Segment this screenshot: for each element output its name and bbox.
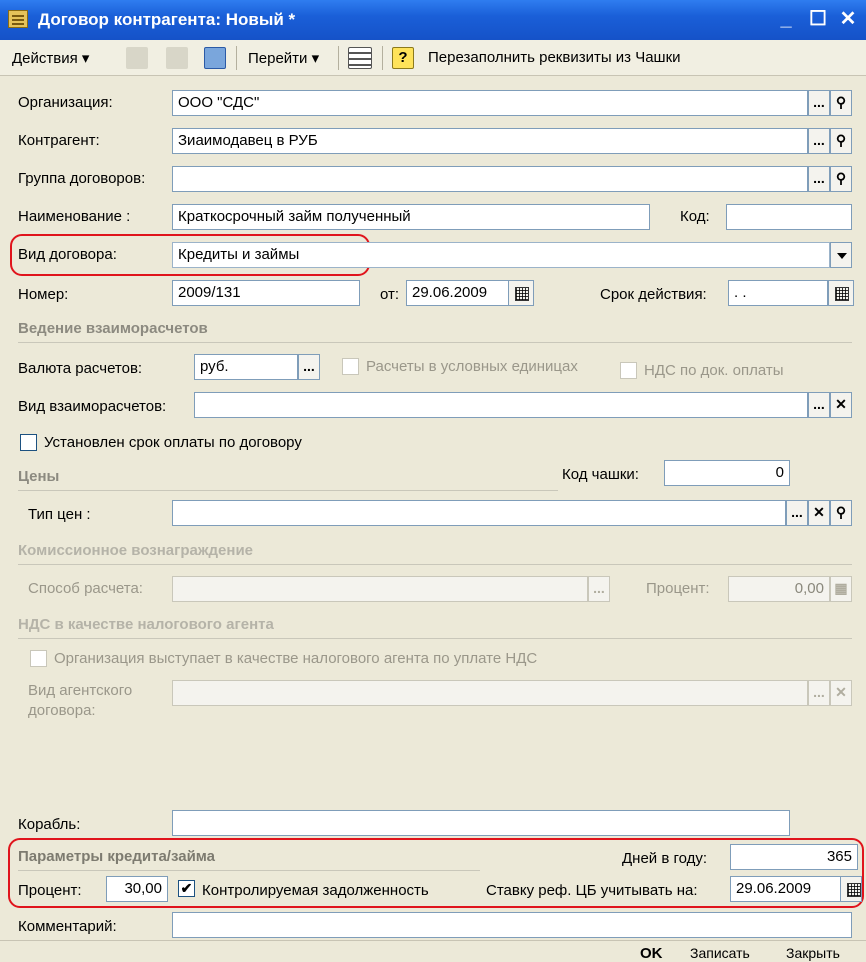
price-type-select-button[interactable]: ...	[786, 500, 808, 526]
comment-field[interactable]	[172, 912, 852, 938]
settlements-section-title: Ведение взаиморасчетов	[18, 320, 208, 337]
currency-label: Валюта расчетов:	[18, 360, 143, 377]
toolbar	[0, 40, 866, 76]
divider	[18, 564, 852, 565]
agent-kind-label-1: Вид агентского	[28, 682, 133, 699]
mutual-select-button[interactable]: ...	[808, 392, 830, 418]
chevron-down-icon	[837, 253, 847, 259]
divider	[18, 870, 480, 871]
cup-code-field[interactable]: 0	[664, 460, 790, 486]
toolbar-separator	[236, 46, 237, 70]
counterparty-field[interactable]: Зиаимодавец в РУБ	[172, 128, 808, 154]
number-label: Номер:	[18, 286, 69, 303]
mutual-clear-icon[interactable]: ✕	[830, 392, 852, 418]
close-form-button[interactable]: Закрыть	[786, 945, 840, 961]
actions-menu[interactable]	[12, 49, 89, 67]
price-type-label: Тип цен :	[28, 506, 91, 523]
counterparty-search-icon[interactable]: ⚲	[830, 128, 852, 154]
kind-label: Вид договора:	[18, 246, 117, 263]
name-field[interactable]: Краткосрочный займ полученный	[172, 204, 650, 230]
agent-kind-field[interactable]	[172, 680, 808, 706]
org-search-icon[interactable]: ⚲	[830, 90, 852, 116]
credit-section-title: Параметры кредита/займа	[18, 848, 216, 865]
commission-percent-label: Процент:	[646, 580, 710, 597]
agent-kind-select-button[interactable]: ...	[808, 680, 830, 706]
rate-calendar-icon[interactable]	[840, 876, 862, 902]
counterparty-label: Контрагент:	[18, 132, 100, 149]
payment-term-checkbox[interactable]	[20, 434, 37, 451]
toolbar-separator	[382, 46, 383, 70]
refresh-icon[interactable]	[166, 47, 188, 69]
validity-date-field[interactable]: . .	[728, 280, 828, 306]
divider	[18, 638, 852, 639]
code-label: Код:	[680, 208, 710, 225]
kind-select[interactable]: Кредиты и займы	[172, 242, 830, 268]
from-calendar-icon[interactable]	[508, 280, 534, 306]
from-date-field[interactable]: 29.06.2009	[406, 280, 510, 306]
price-type-clear-icon[interactable]: ✕	[808, 500, 830, 526]
goto-label: Перейти	[248, 50, 308, 67]
from-label: от:	[380, 286, 400, 303]
vat-doc-checkbox[interactable]	[620, 362, 637, 379]
chevron-down-icon: ▾	[81, 50, 90, 67]
conv-units-checkbox[interactable]	[342, 358, 359, 375]
days-label: Дней в году:	[622, 850, 708, 867]
name-label: Наименование :	[18, 208, 131, 225]
commission-percent-field[interactable]: 0,00	[728, 576, 830, 602]
vat-doc-label: НДС по док. оплаты	[644, 362, 784, 379]
conv-units-label: Расчеты в условных единицах	[366, 358, 578, 375]
refill-button[interactable]: Перезаполнить реквизиты из Чашки	[428, 49, 681, 66]
list-icon[interactable]	[348, 47, 372, 69]
method-field[interactable]	[172, 576, 588, 602]
tax-agent-section-title: НДС в качестве налогового агента	[18, 616, 274, 633]
toolbar-separator	[338, 46, 339, 70]
divider	[18, 342, 852, 343]
comment-label: Комментарий:	[18, 918, 117, 935]
rate-label: Ставку реф. ЦБ учитывать на:	[486, 882, 698, 899]
help-icon[interactable]: ?	[392, 47, 414, 69]
copy-icon[interactable]	[204, 47, 226, 69]
payment-term-label: Установлен срок оплаты по договору	[44, 434, 302, 451]
group-select-button[interactable]: ...	[808, 166, 830, 192]
close-button[interactable]: ✕	[839, 8, 857, 30]
goto-menu[interactable]	[248, 49, 319, 67]
mutual-field[interactable]	[194, 392, 808, 418]
ok-button[interactable]: OK	[640, 945, 663, 962]
method-label: Способ расчета:	[28, 580, 143, 597]
agent-kind-clear-icon[interactable]: ✕	[830, 680, 852, 706]
group-label: Группа договоров:	[18, 170, 146, 187]
cup-code-label: Код чашки:	[562, 466, 639, 483]
write-button[interactable]: Записать	[690, 945, 750, 961]
prices-section-title: Цены	[18, 468, 60, 485]
validity-calendar-icon[interactable]	[828, 280, 854, 306]
agent-kind-label-2: договора:	[28, 702, 96, 719]
number-field[interactable]: 2009/131	[172, 280, 360, 306]
counterparty-select-button[interactable]: ...	[808, 128, 830, 154]
actions-label: Действия	[12, 50, 78, 67]
window-title: Договор контрагента: Новый *	[38, 10, 296, 29]
document-icon	[8, 10, 28, 28]
price-type-search-icon[interactable]: ⚲	[830, 500, 852, 526]
move-back-icon[interactable]	[126, 47, 148, 69]
org-field[interactable]: ООО "СДС"	[172, 90, 808, 116]
credit-percent-label: Процент:	[18, 882, 82, 899]
tax-agent-check-label: Организация выступает в качестве налогового агента по уплате НДС	[54, 650, 538, 667]
controlled-debt-label: Контролируемая задолженность	[202, 882, 429, 899]
code-field[interactable]	[726, 204, 852, 230]
calculator-icon[interactable]: ▦	[830, 576, 852, 602]
currency-field[interactable]: руб.	[194, 354, 298, 380]
org-label: Организация:	[18, 94, 113, 111]
org-select-button[interactable]: ...	[808, 90, 830, 116]
tax-agent-checkbox[interactable]	[30, 650, 47, 667]
kind-dropdown-button[interactable]	[830, 242, 852, 268]
ship-label: Корабль:	[18, 816, 81, 833]
group-search-icon[interactable]: ⚲	[830, 166, 852, 192]
chevron-down-icon: ▾	[311, 50, 320, 67]
group-field[interactable]	[172, 166, 808, 192]
rate-date-field[interactable]: 29.06.2009	[730, 876, 842, 902]
validity-label: Срок действия:	[600, 286, 707, 303]
method-select-button[interactable]: ...	[588, 576, 610, 602]
maximize-button[interactable]: ☐	[809, 8, 827, 30]
commission-section-title: Комиссионное вознаграждение	[18, 542, 254, 559]
controlled-debt-checkbox[interactable]: ✔	[178, 880, 195, 897]
title-bar	[0, 0, 866, 40]
divider	[18, 490, 558, 491]
bottom-bar	[0, 940, 866, 960]
mutual-label: Вид взаиморасчетов:	[18, 398, 167, 415]
minimize-button[interactable]: _	[780, 8, 792, 30]
ship-field[interactable]	[172, 810, 790, 836]
credit-percent-field[interactable]: 30,00	[106, 876, 168, 902]
price-type-field[interactable]	[172, 500, 786, 526]
days-field[interactable]: 365	[730, 844, 858, 870]
currency-select-button[interactable]: ...	[298, 354, 320, 380]
